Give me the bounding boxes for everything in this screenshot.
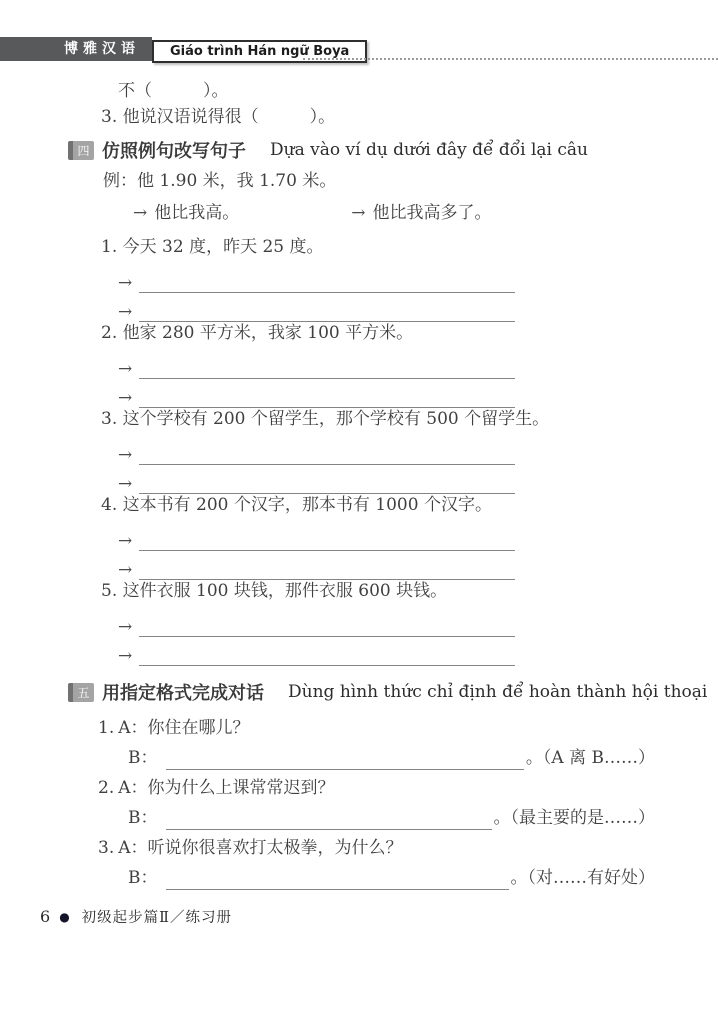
arrow-icon: →: [118, 474, 133, 494]
example-answers: [133, 202, 718, 224]
answer-row: [118, 608, 515, 637]
answer-blank-line: [166, 867, 509, 890]
arrow-icon: →: [351, 203, 366, 223]
exercise-item: [101, 408, 718, 494]
section4-heading: [68, 138, 718, 162]
arrow-icon: →: [118, 359, 133, 379]
footer-bullet-icon: ●: [59, 909, 70, 924]
answer-blank-line: [139, 435, 515, 465]
dialog-hint: 。（对……有好处）: [510, 868, 655, 888]
section5-title-zh: 用指定格式完成对话: [102, 683, 264, 704]
example-answer-short: → 他比我高。: [133, 203, 240, 223]
dialog-hint: 。（A 离 B……）: [525, 748, 655, 768]
exercise-item: [101, 236, 718, 322]
arrow-icon: →: [118, 617, 133, 637]
answer-blank-line: [139, 378, 515, 408]
arrow-icon: →: [118, 445, 133, 465]
item-sentence: 2. 他家 280 平方米，我家 100 平方米。: [101, 323, 414, 343]
header-dotted-rule: [303, 58, 718, 60]
arrow-icon: →: [118, 388, 133, 408]
dialog-answer-row: B： 。（最主要的是……）: [128, 808, 655, 828]
footer-book-title: 初级起步篇Ⅱ／练习册: [81, 910, 233, 926]
page-content: [0, 80, 718, 896]
dialog-answer-row: B： 。（对……有好处）: [128, 868, 655, 888]
brand-banner: [0, 37, 152, 61]
answer-blank-line: [139, 292, 515, 322]
arrow-icon: →: [118, 560, 133, 580]
item-sentence: 3. 这个学校有 200 个留学生，那个学校有 500 个留学生。: [101, 409, 550, 429]
section5-title-vi: Dùng hình thức chỉ định để hoàn thành hội thoại: [288, 682, 708, 702]
answer-row: [118, 379, 515, 408]
answer-blank-line: [166, 747, 524, 770]
dialog-item: [98, 716, 718, 770]
dialog-hint: 。（最主要的是……）: [493, 808, 655, 828]
dialog-question: 1. A：你住在哪儿？: [98, 718, 250, 738]
arrow-icon: →: [118, 302, 133, 322]
exercise-item: [101, 494, 718, 580]
section-number-icon: 四: [68, 141, 94, 160]
answer-blank-line: [139, 636, 515, 666]
answer-blank-line: [139, 521, 515, 551]
answer-row: [118, 551, 515, 580]
item-sentence: 4. 这本书有 200 个汉字，那本书有 1000 个汉字。: [101, 495, 492, 515]
answer-blank-line: [139, 349, 515, 379]
answer-blank-line: [139, 263, 515, 293]
dialog-item: [98, 776, 718, 830]
answer-blank-line: [166, 807, 492, 830]
exercise-item: [101, 322, 718, 408]
dialog-question: 3. A：听说你很喜欢打太极拳，为什么？: [98, 838, 403, 858]
answer-blank-line: [139, 550, 515, 580]
carryover-line: 不（ ）。: [118, 81, 229, 101]
arrow-icon: →: [118, 646, 133, 666]
answer-row: [118, 522, 515, 551]
example-answer-long: → 他比我高多了。: [351, 203, 492, 223]
item-sentence: 5. 这件衣服 100 块钱，那件衣服 600 块钱。: [101, 581, 448, 601]
dialog-item: [98, 836, 718, 890]
series-title: Giáo trình Hán ngữ Boya: [170, 44, 350, 59]
exercise-item: [101, 580, 718, 666]
section4-title-zh: 仿照例句改写句子: [102, 141, 246, 162]
arrow-icon: →: [118, 531, 133, 551]
answer-row: [118, 293, 515, 322]
section-number-icon: 五: [68, 683, 94, 702]
carryover-line: 3. 他说汉语说得很（ ）。: [101, 107, 336, 127]
dialog-answer-row: B： 。（A 离 B……）: [128, 748, 655, 768]
section4-title-vi: Dựa vào ví dụ dưới đây để đổi lại câu: [270, 140, 588, 160]
answer-row: [118, 637, 515, 666]
page-number: 6: [40, 907, 51, 926]
item-sentence: 1. 今天 32 度，昨天 25 度。: [101, 237, 324, 257]
dialog-question: 2. A：你为什么上课常常迟到？: [98, 778, 335, 798]
example-sentence: 例：他 1.90 米，我 1.70 米。: [103, 171, 337, 191]
arrow-icon: →: [133, 203, 148, 223]
answer-row: [118, 465, 515, 494]
answer-blank-line: [139, 607, 515, 637]
section5-heading: [68, 680, 718, 704]
answer-row: [118, 436, 515, 465]
page-footer: [40, 906, 232, 927]
answer-blank-line: [139, 464, 515, 494]
arrow-icon: →: [118, 273, 133, 293]
brand-title: 博雅汉语: [64, 41, 140, 57]
answer-row: [118, 264, 515, 293]
answer-row: [118, 350, 515, 379]
